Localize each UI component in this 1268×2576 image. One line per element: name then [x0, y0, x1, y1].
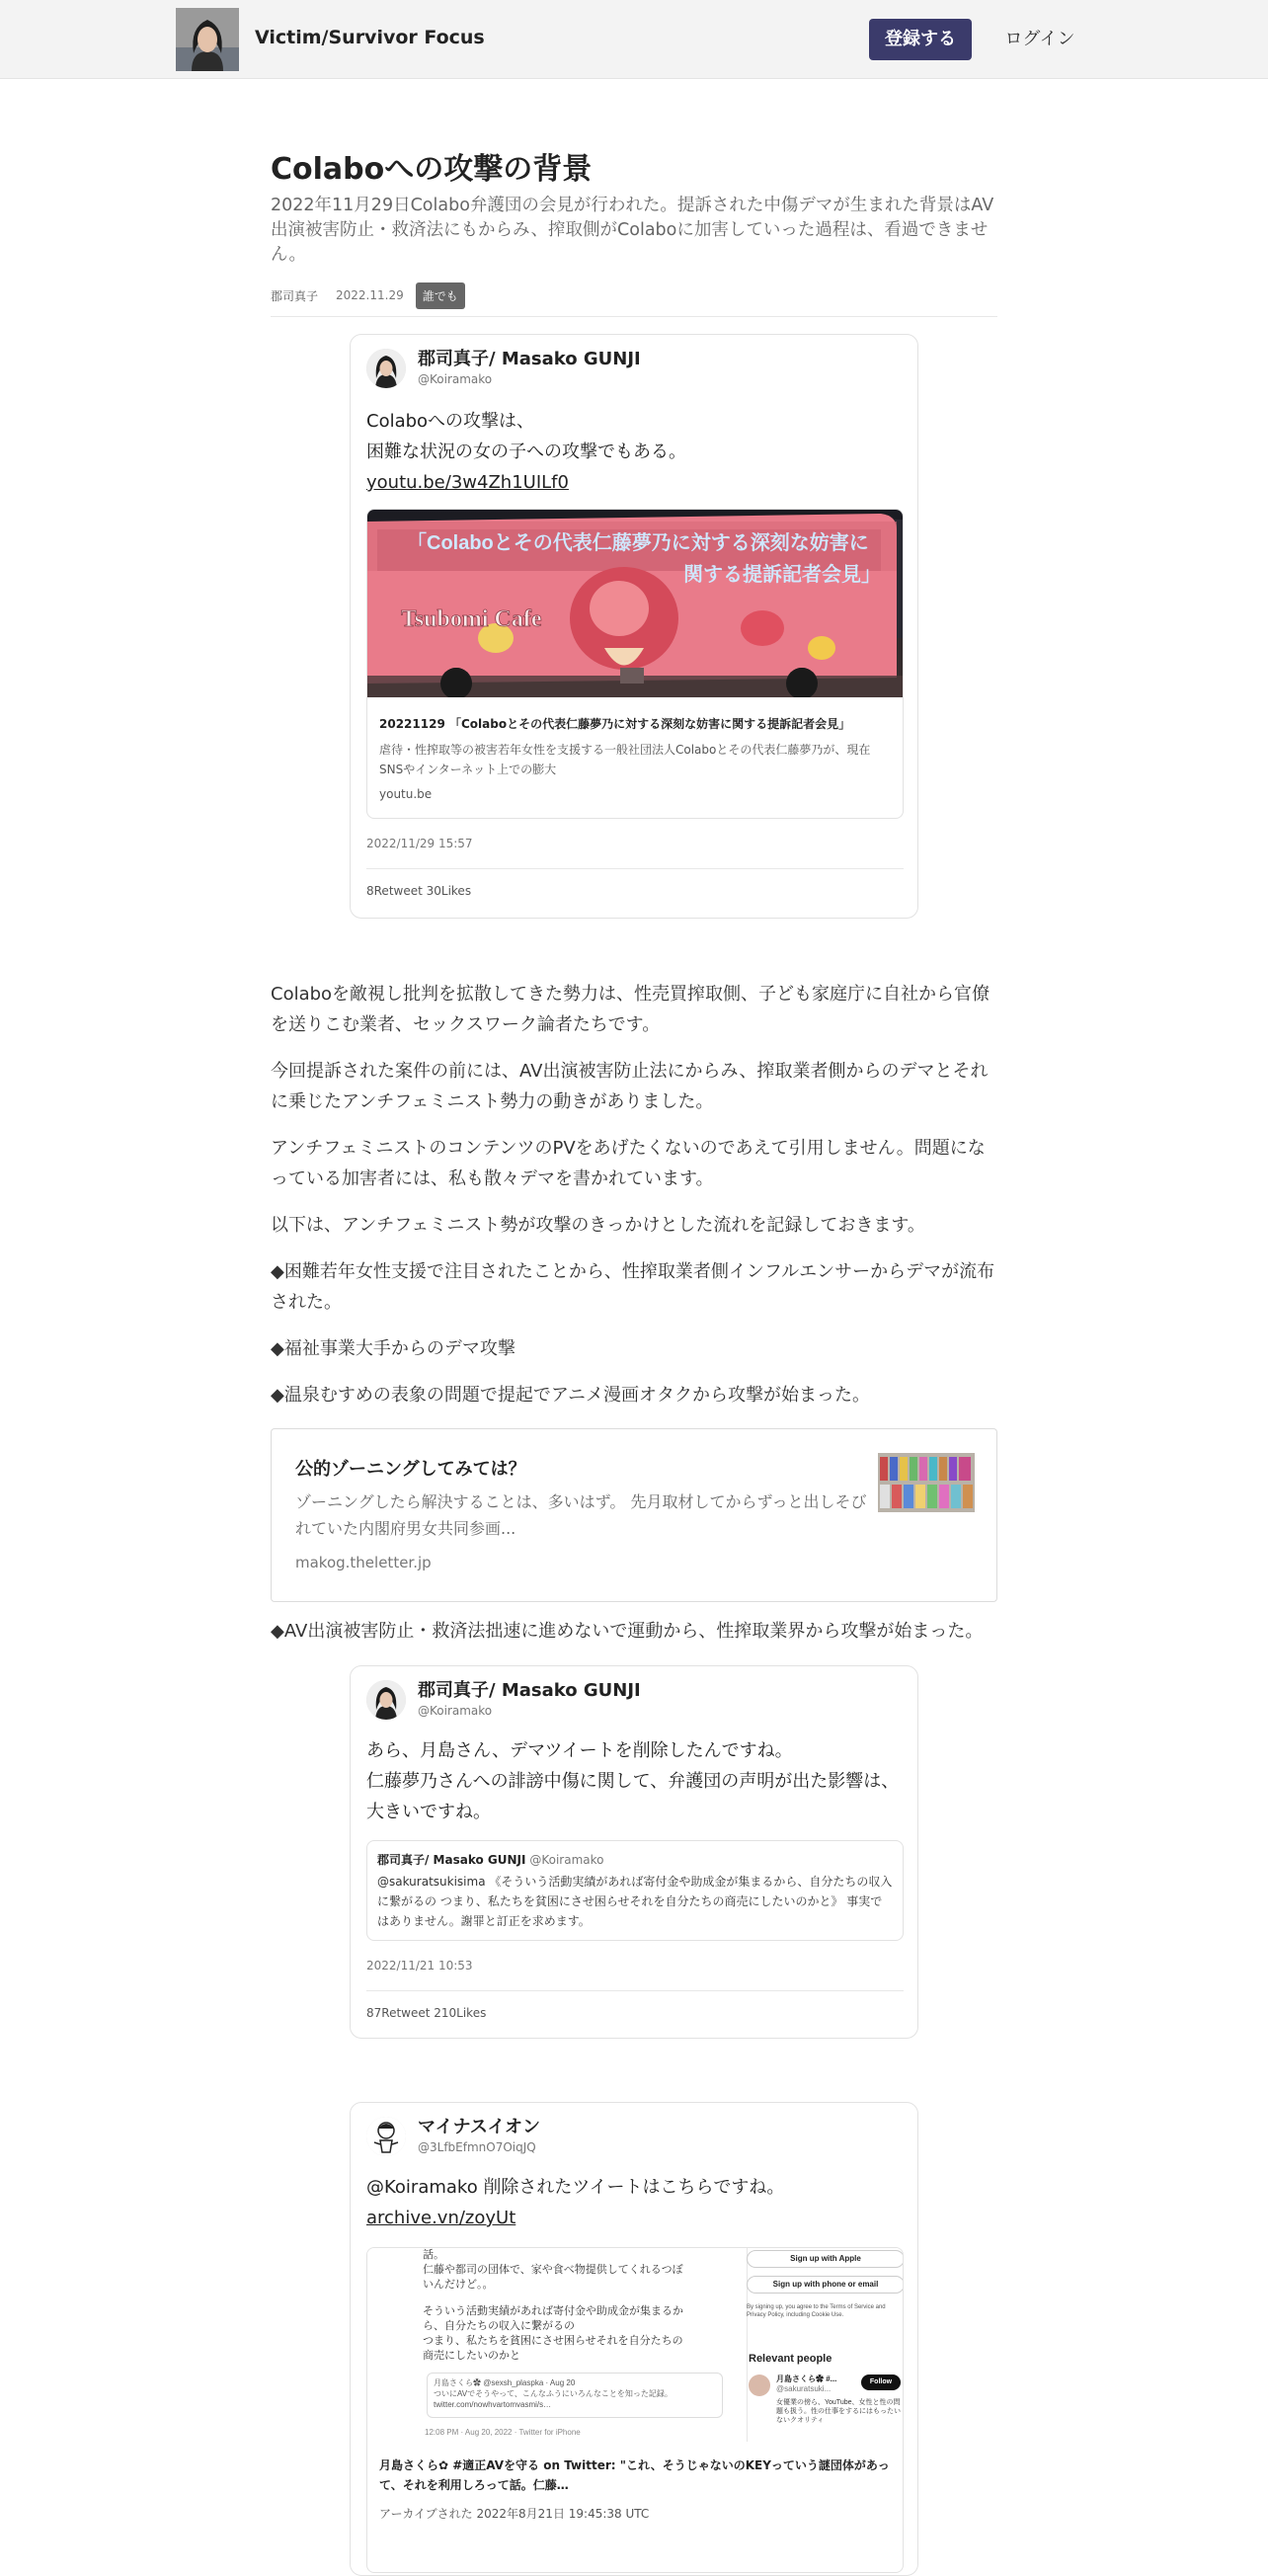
tweet-divider — [366, 868, 904, 869]
quoted-tweet[interactable] — [366, 1840, 904, 1941]
quoted-tweet-text: @sakuratsukisima 《そういう活動実績があれば寄付金や助成金が集まるから、自分たちの収入に繋がるの つまり、私たちを貧困にさせ困らせそれを自分たちの商売にしたいのかと》 事実ではありません。謝罪と訂正を求めます。 — [377, 1875, 893, 1928]
embedded-tweet[interactable] — [350, 1665, 918, 2039]
screenshot-follow-button: Follow — [861, 2375, 901, 2390]
audience-badge: 誰でも — [416, 282, 465, 309]
link-preview-card[interactable] — [366, 509, 904, 819]
tweet-avatar[interactable] — [366, 1680, 406, 1720]
screenshot-timestamp: 12:08 PM · Aug 20, 2022 · Twitter for iPhone — [425, 2428, 581, 2437]
tweet-author-name[interactable]: 郡司真子/ Masako GUNJI — [418, 1680, 641, 1701]
tweet-stats: 8Retweet 30Likes — [366, 884, 472, 898]
screenshot-avatar — [749, 2375, 770, 2396]
quoted-author-name: 郡司真子/ Masako GUNJI — [377, 1853, 526, 1867]
tweet-header — [366, 2117, 540, 2156]
embed-thumbnail — [878, 1453, 975, 1512]
tweet-date[interactable]: 2022/11/29 15:57 — [366, 837, 473, 850]
thumbnail-caption-2: 関する提訴記者会見」 — [683, 564, 881, 586]
screenshot-apple-signup: Sign up with Apple — [747, 2250, 904, 2268]
thumbnail-caption-1: 「Colaboとその代表仁藤夢乃に対する深刻な妨害に — [407, 532, 869, 554]
tweet-line: 仁藤夢乃さんへの誹謗中傷に関して、弁護団の声明が出た影響は、 — [366, 1771, 900, 1792]
embed-title[interactable]: 公的ゾーニングしてみては？ — [295, 1459, 526, 1480]
screenshot-rp-bio: 女優業の傍ら、YouTube、女性と性の問題も扱う。性の仕事をするにはもったいないクオリティ — [776, 2399, 901, 2424]
tweet-avatar[interactable] — [366, 2117, 406, 2156]
tweet-text — [366, 406, 686, 498]
tweet-avatar[interactable] — [366, 349, 406, 388]
article-lead: 2022年11月29日Colabo弁護団の会見が行われた。提訴された中傷デマが生まれた背景はAV出演被害防止・救済法にもからみ、搾取側がColaboに加害していった過程は、看過できません。 — [271, 196, 994, 265]
paragraph: ◆困難若年女性支援で注目されたことから、性搾取業者側インフルエンサーからデマが流布された。 — [271, 1261, 995, 1313]
tweet-line: 大きいですね。 — [366, 1802, 491, 1822]
paragraph: アンチフェミニストのコンテンツのPVをあげたくないのであえて引用しません。問題になっている加害者には、私も散々デマを書かれています。 — [271, 1138, 986, 1189]
paragraph: ◆温泉むすめの表象の問題で提起でアニメ漫画オタクから攻撃が始まった。 — [271, 1385, 870, 1406]
screenshot-text: 仁藤や都司の団体で、家や食べ物提供してくれるつぼ — [423, 2264, 683, 2276]
tweet-text — [366, 2172, 784, 2233]
register-button[interactable]: 登録する — [869, 19, 972, 60]
tweet-date[interactable]: 2022/11/21 10:53 — [366, 1959, 473, 1972]
tweet-divider — [366, 1990, 904, 1991]
screenshot-relevant-heading: Relevant people — [749, 2353, 832, 2365]
tweet-author-handle[interactable]: @Koiramako — [418, 1704, 493, 1718]
bus-logo-text: Tsubomi Cafe — [401, 606, 542, 632]
paragraph: ◆AV出演被害防止・救済法拙速に進めないで運動から、性搾取業界から攻撃が始まった。 — [271, 1621, 984, 1642]
embedded-tweet[interactable] — [350, 2102, 918, 2576]
screenshot-quote-name: 月島さくら✿ @sexsh_plaspka · Aug 20 — [434, 2378, 576, 2387]
site-name[interactable]: Victim/Survivor Focus — [255, 27, 485, 48]
tweet-author-name[interactable]: マイナスイオン — [418, 2117, 541, 2137]
screenshot-text: いんだけど。。 — [423, 2279, 494, 2291]
quoted-author-handle: @Koiramako — [529, 1853, 604, 1867]
publish-date: 2022.11.29 — [336, 288, 404, 302]
embed-domain: makog.theletter.jp — [295, 1554, 432, 1571]
tweet-line: あら、月島さん、デマツイートを削除したんですね。 — [366, 1740, 793, 1761]
screenshot-terms: By signing up, you agree to the Terms of Service and Privacy Policy, including Cookie Use. — [747, 2304, 886, 2318]
tweet-link[interactable]: youtu.be/3w4Zh1UILf0 — [366, 472, 569, 493]
video-thumbnail[interactable] — [367, 510, 904, 697]
screenshot-text: ら、自分たちの収入に繋がるの — [423, 2320, 575, 2332]
card-domain: youtu.be — [379, 787, 433, 801]
embed-description: ゾーニングしたら解決することは、多いはず。 先月取材してからずっと出しそびれていた内閣府男女共同参画... — [295, 1492, 867, 1538]
archive-screenshot[interactable] — [367, 2248, 904, 2442]
screenshot-text: そういう活動実績があれば寄付金や助成金が集まるか — [423, 2305, 683, 2317]
paragraph: Colaboを敵視し批判を拡散してきた勢力は、性売買搾取側、子ども家庭庁に自社から官僚を送りこむ業者、セックスワーク論者たちです。 — [271, 984, 991, 1035]
screenshot-phone-signup: Sign up with phone or email — [747, 2276, 904, 2294]
tweet-line: 困難な状況の女の子への攻撃でもある。 — [366, 442, 686, 462]
divider — [271, 316, 997, 317]
tweet-header — [366, 349, 641, 388]
screenshot-text: 話。 — [423, 2249, 444, 2261]
card-title[interactable]: 月島さくら✿ #適正AVを守る on Twitter: "これ、そうじゃないのKEYっていう謎団体があって、それを利用しろって話。仁藤… — [379, 2458, 890, 2492]
quoted-tweet-header — [377, 1851, 893, 1868]
screenshot-quote-body: ついにAVでそうやって、こんなふうにいろんなことを知った記録。 — [434, 2389, 673, 2398]
screenshot-rp-handle: @sakuratsuki... — [776, 2384, 832, 2393]
tweet-author-handle[interactable]: @Koiramako — [418, 372, 493, 386]
article-meta — [271, 282, 465, 308]
card-title[interactable]: 20221129 「Colaboとその代表仁藤夢乃に対する深刻な妨害に関する提訴記者会見」 — [379, 717, 851, 731]
newsletter-embed-card[interactable] — [271, 1428, 997, 1602]
screenshot-quote-link: twitter.com/nowhvartomvasmi/s… — [434, 2400, 552, 2409]
tweet-line: @Koiramako 削除されたツイートはこちらですね。 — [366, 2177, 785, 2198]
tweet-author-handle[interactable]: @3LfbEfmnO7OiqJQ — [418, 2140, 536, 2154]
tweet-link[interactable]: archive.vn/zoyUt — [366, 2208, 516, 2228]
embedded-tweet[interactable] — [350, 334, 918, 919]
author-name[interactable]: 郡司真子 — [271, 288, 319, 303]
site-avatar[interactable] — [176, 8, 239, 71]
screenshot-text: つまり、私たちを貧困にさせ困らせそれを自分たちの — [423, 2335, 683, 2347]
tweet-text — [366, 1735, 899, 1827]
card-footer: アーカイブされた 2022年8月21日 19:45:38 UTC — [379, 2507, 650, 2521]
tweet-stats: 87Retweet 210Likes — [366, 2006, 487, 2020]
paragraph: ◆福祉事業大手からのデマ攻撃 — [271, 1338, 515, 1359]
link-preview-card[interactable] — [366, 2247, 904, 2573]
top-bar — [0, 0, 1268, 79]
tweet-author-name[interactable]: 郡司真子/ Masako GUNJI — [418, 349, 641, 369]
tweet-line: Colaboへの攻撃は、 — [366, 411, 535, 432]
paragraph: 今回提訴された案件の前には、AV出演被害防止法にからみ、搾取業者側からのデマとそれに乗じたアンチフェミニスト勢力の動きがありました。 — [271, 1061, 989, 1112]
screenshot-rp-name: 月島さくら✿ #... — [776, 2375, 837, 2383]
tweet-header — [366, 1680, 641, 1720]
card-description: 虐待・性搾取等の被害若年女性を支援する一般社団法人Colaboとその代表仁藤夢乃が、現在SNSやインターネット上での膨大 — [379, 743, 871, 776]
paragraph: 以下は、アンチフェミニスト勢が攻撃のきっかけとした流れを記録しておきます。 — [271, 1215, 925, 1236]
article-title: Colaboへの攻撃の背景 — [271, 152, 593, 187]
login-button[interactable]: ログイン — [1004, 29, 1075, 49]
screenshot-text: 商売にしたいのかと — [423, 2350, 520, 2362]
